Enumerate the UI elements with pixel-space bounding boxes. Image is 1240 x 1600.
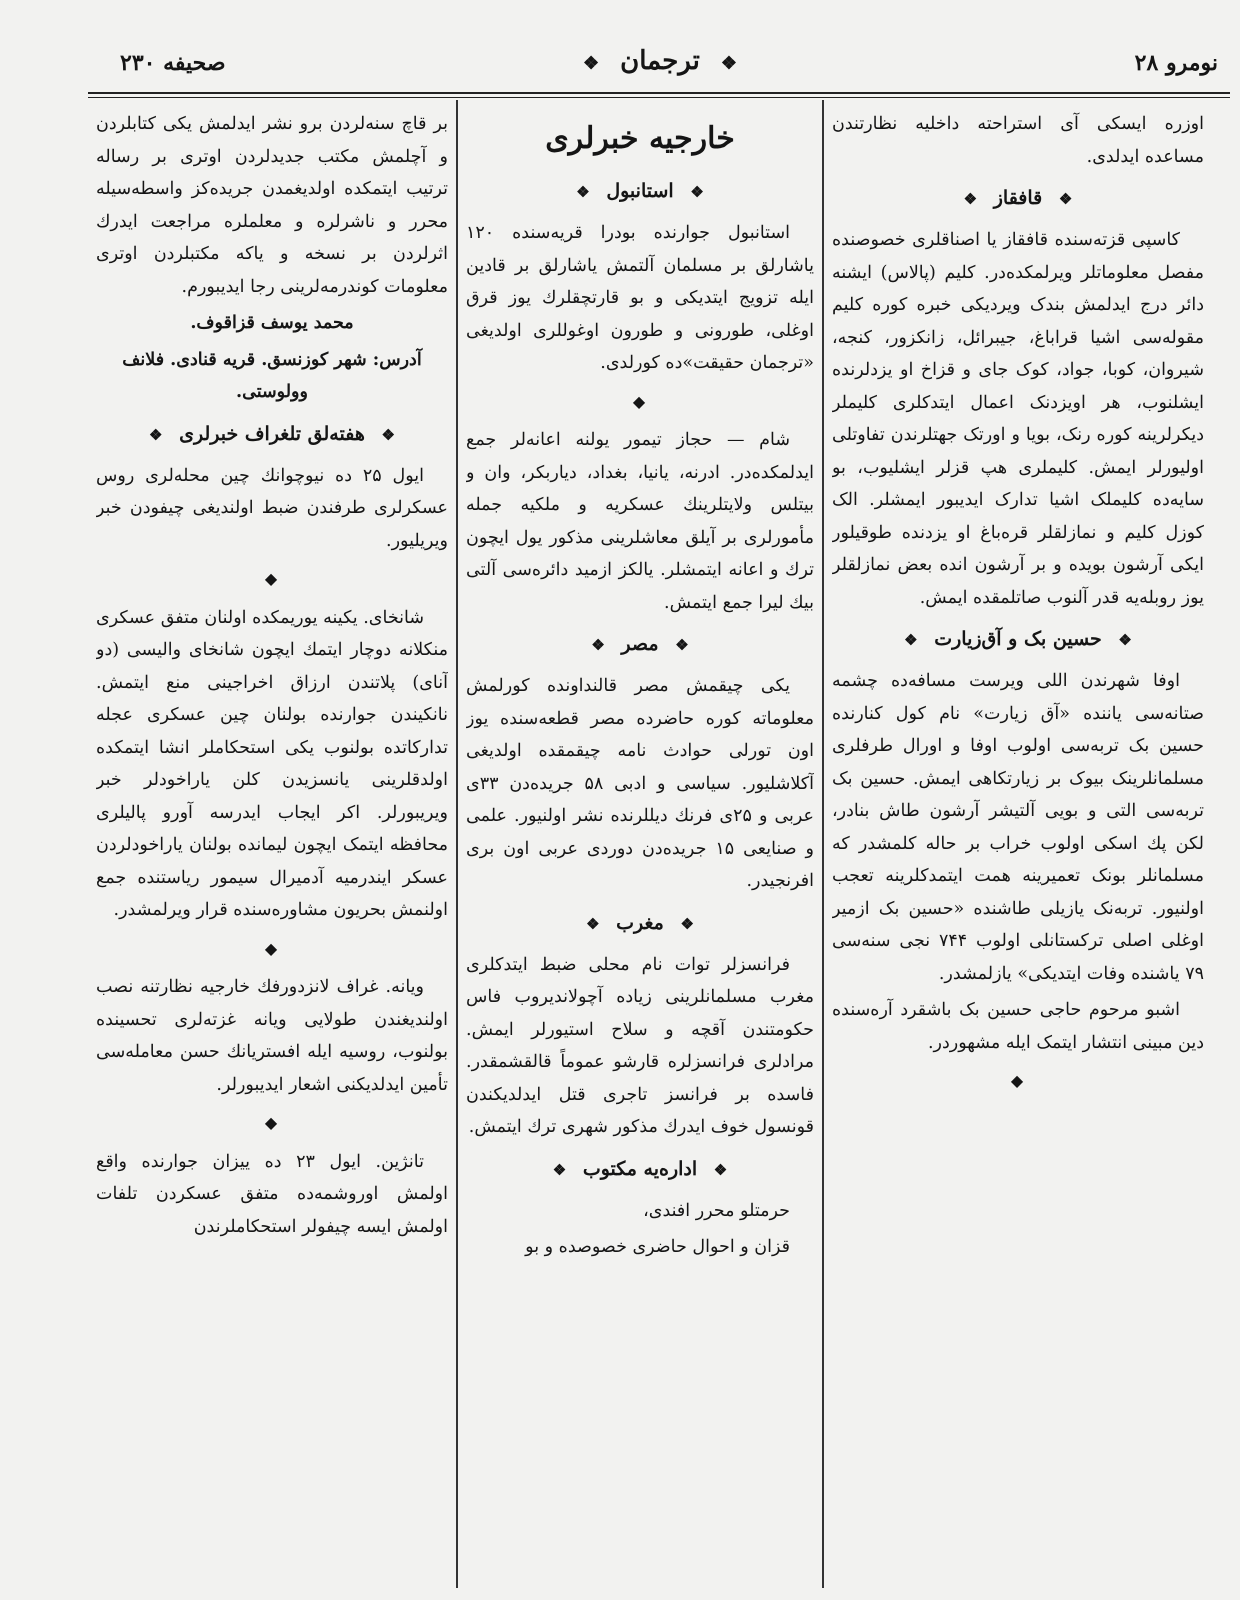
section-title: خارجیه خبرلری bbox=[545, 121, 735, 156]
paragraph: قزان و احوال حاضری خصوصده و بو bbox=[525, 1237, 790, 1257]
separator-icon: ◆ bbox=[264, 569, 280, 588]
paragraph: ایول ۲۵ ده نیوچوانك چین محله‌لری روس عسکرلری طرفندن ضبط اولندیغی چیفودن خبر ویریلیور. bbox=[96, 465, 448, 551]
section-heading bbox=[466, 627, 814, 662]
ornament-icon: ❖ bbox=[576, 183, 590, 201]
ornament-icon: ❖ bbox=[713, 1160, 728, 1179]
column-divider bbox=[456, 100, 458, 1588]
paragraph: شانخای. یکینه یوریمکده اولنان متفق عسکری منکلانه دوچار ایتمك ایچون شانخای والیسی (دو آنای) پلاتندن ارزاق اخراجینی منع ایتمش. نانکیندن جوارنده بولنان چین عسکری عجله تدارکاتده بولنوب یکی استحکاملر انشا ایتمکده اولدقلرینی یانسزیدن کلن یاراخودلر خبر ویریبورلر. اکر ایجاب ایدرسه آورو پالیلری محافظه ایتمک ایچون لیمانده بولنان یاراخودلردن عسکر ایندرمیه آدمیرال سیمور ریاستنده جمع اولنمش بحریون مشاوره‌سنده قرار ویرلمشدر. bbox=[96, 607, 448, 920]
address: آدرس: شهر کوزنسق. قریه قنادی. فلانف وولوستی. bbox=[122, 349, 422, 402]
section-heading-text: هفته‌لق تلغراف خبرلری bbox=[179, 422, 365, 445]
ornament-icon: ❖ bbox=[591, 636, 605, 654]
section-heading-text: استانبول bbox=[606, 180, 674, 202]
paragraph: اوفا شهرندن اللی ویرست مسافه‌ده چشمه صتانه‌سی یاننده «آق زیارت» نام کول کنارنده حسین بک تربه‌سی اولوب اوفا و اورال طرفلری مسلمانلرینک بیوک بر زیارتکاهی ایمش. حسین بک تربه‌سی التی و بویی آلتیشر آرشون طاش بنادر، لکن پك اسکی اولوب خراب بر حاله کلمشدر که مسلمانلر بونک تعمیرینه همت ایتمدکلرینه تعجب اولنیور. تربه‌نک یازیلی طاشنده «حسین بک ازمیر اوغلی اصلی ترکستانلی اولوب ۷۴۴ نجی سنه‌سی ۷۹ یاشنده وفات ایتدیکی» یازلمشدر. bbox=[832, 671, 1204, 984]
ornament-icon: ❖ bbox=[720, 53, 738, 74]
paragraph: تانژین. ایول ۲۳ ده ییزان جوارنده واقع اولمش اوروشمه‌ده متفق عسکردن تلفات اولمش ایسه چیفولر استحکاملرندن bbox=[96, 1151, 448, 1237]
paragraph: حرمتلو محرر افندی، bbox=[643, 1200, 790, 1221]
ornament-icon: ❖ bbox=[690, 183, 704, 201]
left-column bbox=[96, 108, 448, 1583]
separator-icon: ◆ bbox=[264, 1113, 280, 1132]
paragraph: بر قاچ سنه‌لردن برو نشر ایدلمش یکی کتابلردن و آچلمش مکتب جدیدلردن اوتری بر رساله ترتیب ایتمکده اولدیغمدن جریده‌کز واسطه‌سیله محرر و ناشرلره و معلملره مراجعت ایدرك اثرلردن بر نسخه و یاکه مکتبلردن اوتری معلومات کوندرمه‌لرینی رجا ایدیبورم. bbox=[96, 114, 448, 297]
separator-icon: ◆ bbox=[264, 938, 280, 958]
newspaper-title-text: ترجمان bbox=[620, 46, 700, 76]
column-divider bbox=[822, 100, 824, 1588]
masthead bbox=[90, 40, 1230, 88]
section-heading bbox=[832, 181, 1204, 216]
paragraph: فرانسزلر توات نام محلی ضبط ایتدکلری مغرب مسلمانلرینی زیاده آچولاندیروب فاس حکومتندن آقچه و سلاح استیورلر ایمش. مرادلری فرانسزلره قارشو عموماً قالقشمقدر. فاسده بر فرانسز تاجری قتل ایدلدیکندن قونسول خوف ایدرك مذکور شهری ترك ایتمش. bbox=[466, 954, 814, 1137]
page-number: ۲۳۰ صحیفه bbox=[120, 50, 226, 76]
separator-icon: ◆ bbox=[1010, 1071, 1026, 1090]
section-heading bbox=[466, 1152, 814, 1187]
right-column bbox=[832, 108, 1204, 1583]
ornament-icon: ❖ bbox=[1058, 190, 1073, 208]
ornament-icon: ❖ bbox=[586, 914, 600, 933]
top-rule bbox=[88, 92, 1230, 94]
section-heading bbox=[96, 417, 448, 452]
middle-column bbox=[466, 108, 814, 1583]
ornament-icon: ❖ bbox=[381, 425, 395, 444]
ornament-icon: ❖ bbox=[149, 425, 163, 444]
paragraph: اشبو مرحوم حاجی حسین بک باشقرد آره‌سنده دین مبینی انتشار ایتمک ایله مشهوردر. bbox=[832, 1000, 1204, 1053]
section-heading-text: حسین بک و آق‌زیارت bbox=[934, 628, 1102, 650]
paragraph: اوزره ایسکی آی استراحته داخلیه نظارتندن مساعده ایدلدی. bbox=[832, 114, 1204, 167]
ornament-icon: ❖ bbox=[582, 53, 600, 74]
section-heading bbox=[832, 622, 1204, 657]
ornament-icon: ❖ bbox=[904, 631, 918, 649]
section-heading bbox=[466, 906, 814, 941]
paragraph: شام — حجاز تیمور یولنه اعانه‌لر جمع ایدلمکده‌در. ادرنه، یانیا، بغداد، دیاربکر، وان و بیتلس ولایتلرینك عسکریه و ملکیه جمله مأمورلری بر آیلق معاشلرینی مذکور یول ایچون ترك و اعانه ایتمشلر. یالکز ازمید دائره‌سی آلتی بیك لیرا جمع ایتمش. bbox=[466, 430, 814, 613]
ornament-icon: ❖ bbox=[1118, 631, 1132, 649]
signature: محمد یوسف قزاقوف. bbox=[190, 313, 354, 333]
paragraph: استانبول جوارنده بودرا قریه‌سنده ۱۲۰ یاشارلق بر مسلمان آلتمش یاشارلق بر قادین ایله تزویج ایتدیکی و بو قارتچقلرك یوز قرق اوغلی، طورونی و طورون اوغوللری اولدیغی «ترجمان حقیقت»ده کورلدی. bbox=[466, 223, 814, 373]
section-heading-text: مغرب bbox=[616, 911, 664, 934]
ornament-icon: ❖ bbox=[963, 190, 978, 208]
separator-icon: ◆ bbox=[632, 391, 648, 411]
section-heading bbox=[466, 174, 814, 209]
paragraph: یکی چیقمش مصر قالنداونده کورلمش معلوماته کوره حاضرده مصر قطعه‌سنده یوز اون تورلی حوادث نامه چیقمقده اولدیغی آکلاشلیور. سیاسی و ادبی ۵۸ جریده‌دن ۳۳ی عربی و ۲۵ی فرنك دیللرنده نشر اولنیور. علمی و صنایعی ۱۵ جریده‌دن دوردی عربی اون بری افرنجیدر. bbox=[466, 676, 814, 891]
paragraph: ویانه. غراف لانزدورفك خارجیه نظارتنه نصب اولندیغندن طولایی ویانه غزته‌لری تحسینده بولنوب، روسیه ایله افستریانك حسن معامله‌سی تأمین ایدلدیکنی اشعار ایدیبورلر. bbox=[96, 977, 448, 1095]
issue-number: نومرو ۲۸ bbox=[1134, 50, 1218, 76]
section-heading-text: مصر bbox=[621, 633, 659, 655]
section-heading-text: اداره‌یه مکتوب bbox=[582, 1157, 698, 1180]
newspaper-title bbox=[90, 46, 1230, 76]
paragraph: کاسپی قزته‌سنده قافقاز یا اصناقلری خصوصنده مفصل معلوماتلر ویرلمکده‌در. کلیم (پالاس) ایشنه دائر درج ایدلمش بندک ویردیکی خبره کوره کلیم مقوله‌سی اشیا قراباغ، جیبرائل، زانکزور، کنجه، شیروان، کوبا، جواد، کوک جای و قزاخ او یزدلرنده ایشلنوب، هر اویزدنک اعمال ایتدکلری کلیملر دیکرلرینه کوره رنک، بویا و اورتک جهتلرندن تفاوتلی اولیورلر ایمش. کلیملری هپ قزلر ایشلیوب، بو سایه‌ده کلیملک اشیا تدارک ایدیبور ایمشلر. الک کوزل کلیم و نمازلقلر قره‌باغ او یزدنده طوقیلور ایکی آرشون بویده و بر آرشون انده بعض نمازلقلر یوز روبله‌یه قدر آلنوب صاتلمقده ایمش. bbox=[832, 230, 1204, 608]
ornament-icon: ❖ bbox=[552, 1160, 567, 1179]
top-rule-thin bbox=[88, 97, 1230, 98]
ornament-icon: ❖ bbox=[680, 914, 694, 933]
ornament-icon: ❖ bbox=[675, 636, 689, 654]
section-heading-text: قافقاز bbox=[993, 187, 1043, 209]
